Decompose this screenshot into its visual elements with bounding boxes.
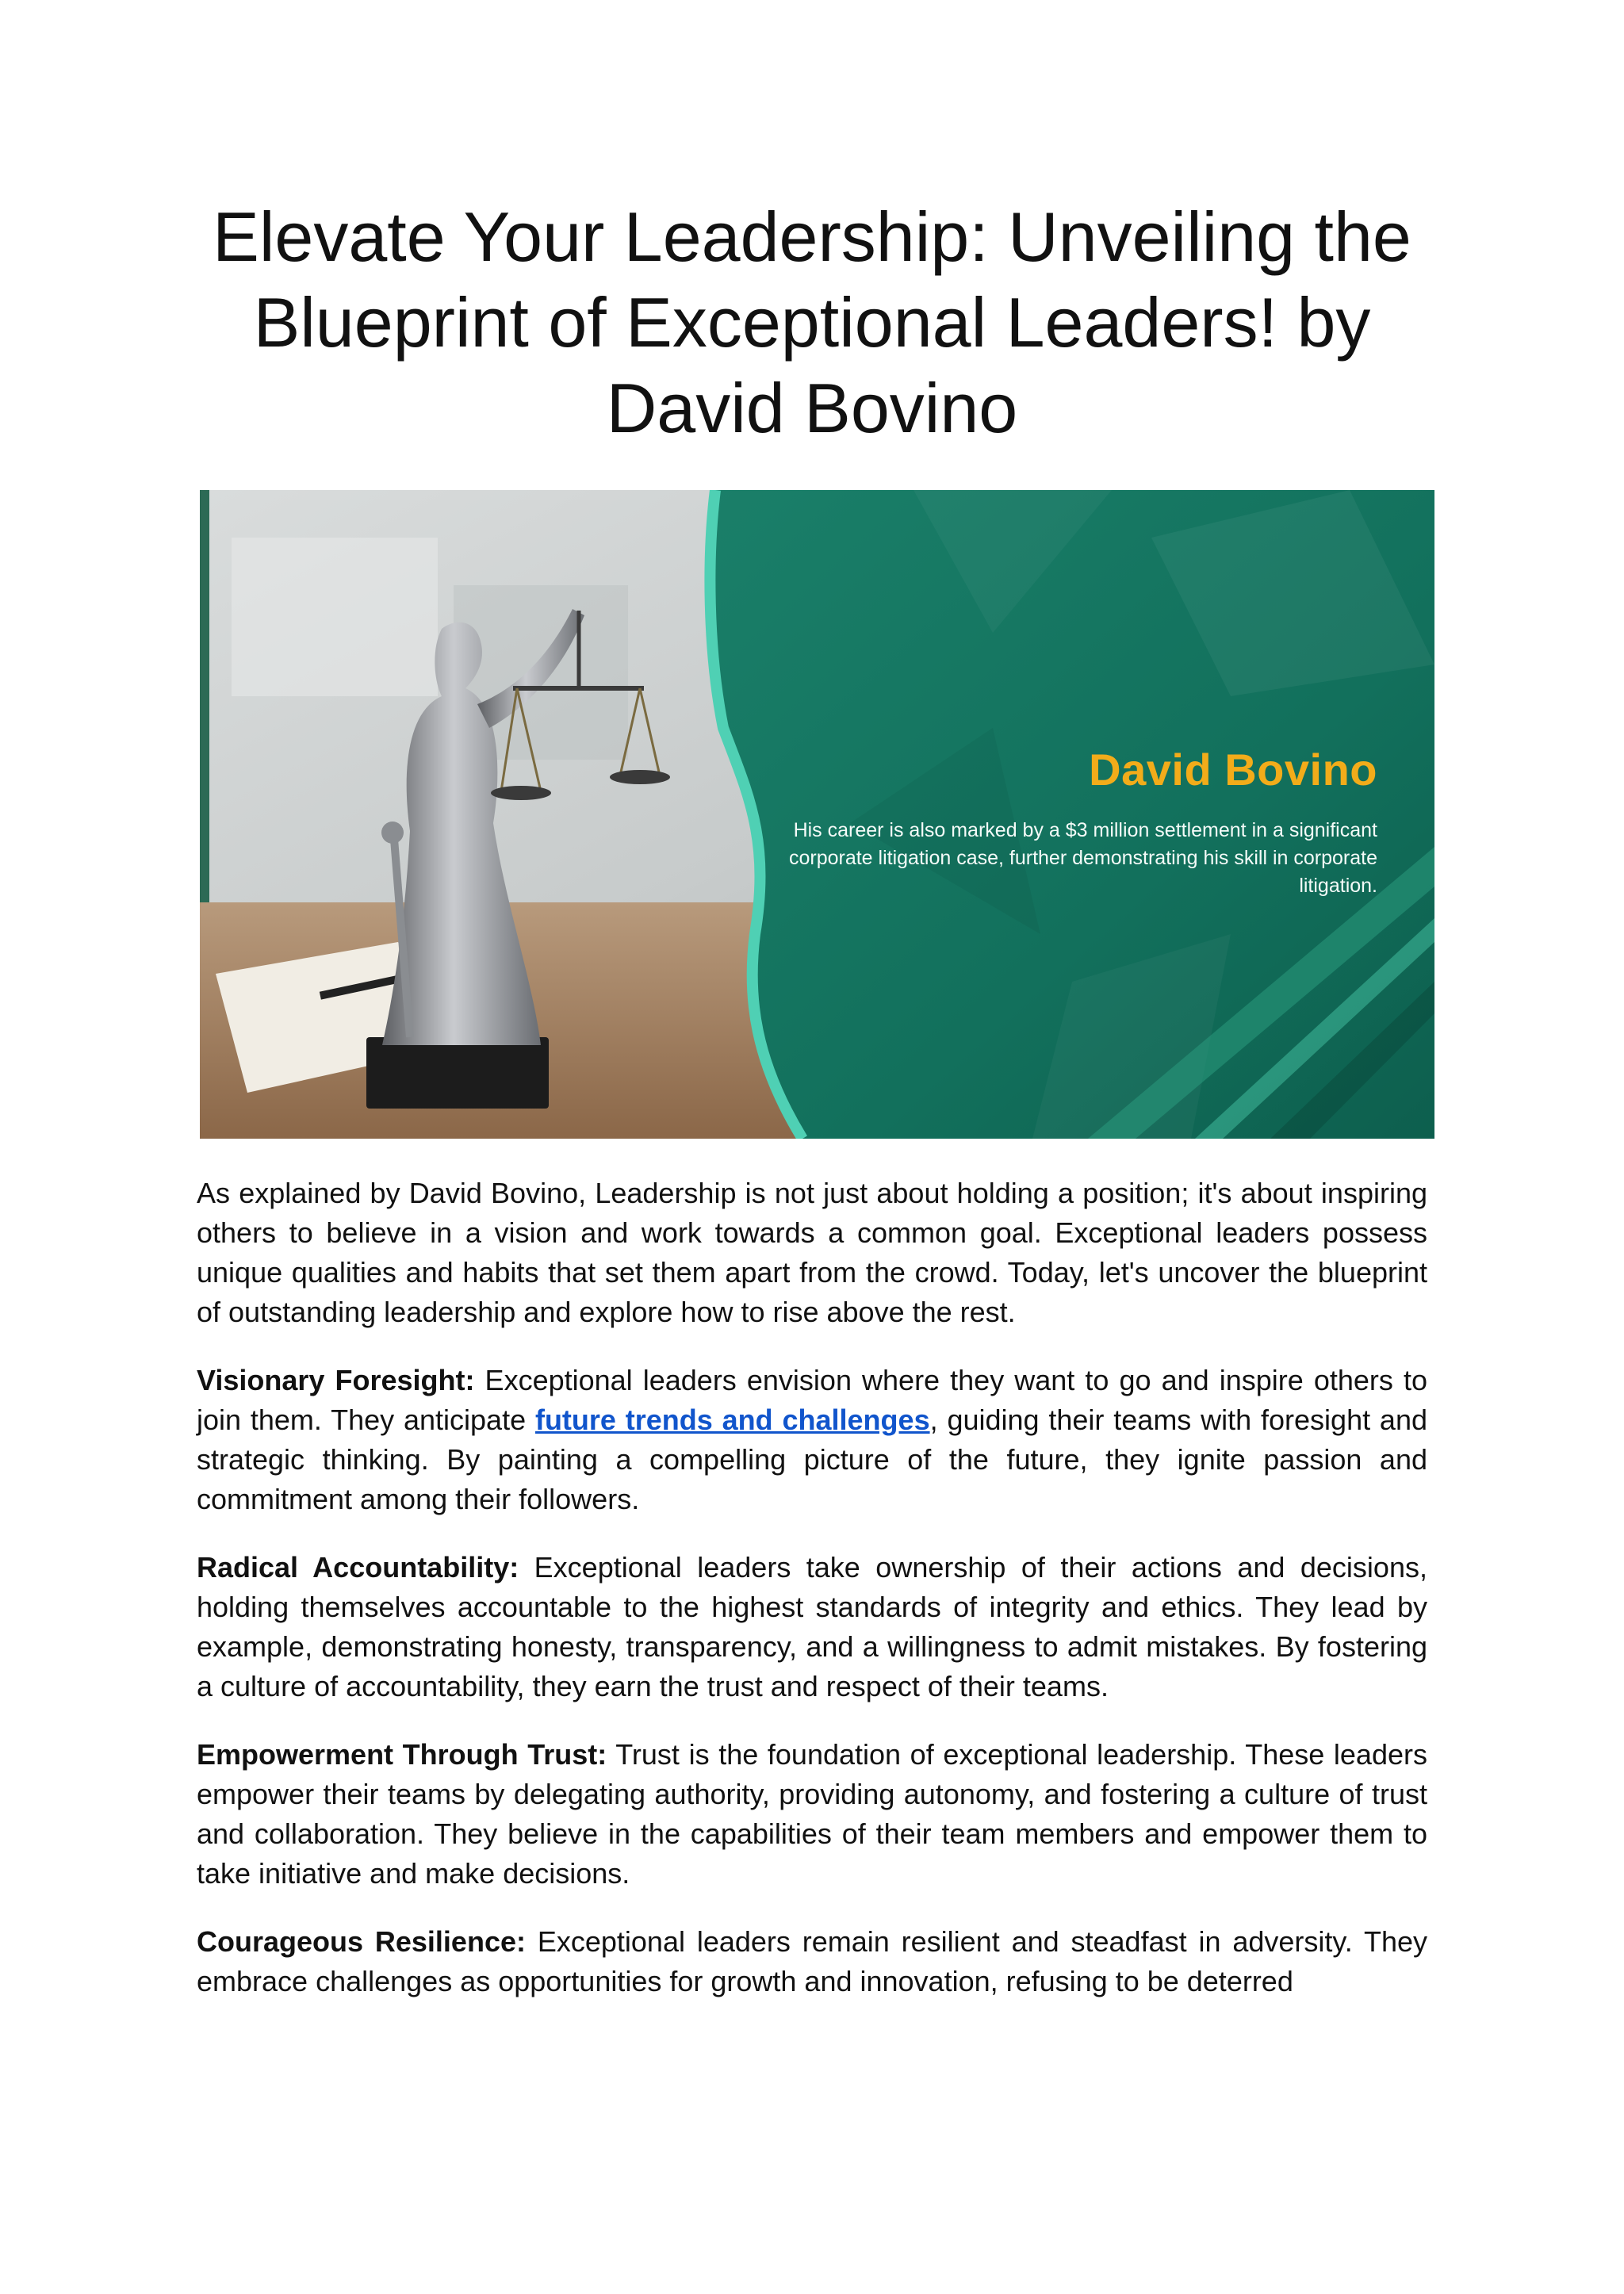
page-title: Elevate Your Leadership: Unveiling the Blueprint of Exceptional Leaders! by David Bovino — [213, 197, 1411, 447]
accountability-paragraph — [197, 1548, 1427, 1706]
intro-paragraph: As explained by David Bovino, Leadership is not just about holding a position; it's about inspiring others to believe in a vision and work towards a common goal. Exceptional leaders possess unique qualities and habits that set them apart from the crowd. Today, let's uncover the blueprint of outstanding leadership and explore how to rise above the rest. — [197, 1177, 1427, 1328]
banner-image — [200, 490, 1434, 1139]
visionary-heading: Visionary Foresight: — [197, 1364, 475, 1396]
banner-name: David Bovino — [1089, 745, 1377, 795]
resilience-text: Exceptional leaders remain resilient and steadfast in adversity. They embrace challenges as opportunities for growth and innovation, refusing to be deterred — [197, 1925, 1427, 1997]
empowerment-text: Trust is the foundation of exceptional leadership. These leaders empower their teams by delegating authority, providing autonomy, and fostering a culture of trust and collaboration. They believe in the capabilities of their team members and empower them to take initiative and make decisions. — [197, 1738, 1427, 1890]
accountability-heading: Radical Accountability: — [197, 1551, 519, 1584]
visionary-text-before: Exceptional leaders envision where they want to go and inspire others to join them. They anticipate — [197, 1364, 1427, 1436]
future-trends-link[interactable]: future trends and challenges — [534, 1404, 930, 1436]
visionary-paragraph — [197, 1361, 1427, 1519]
article-body — [197, 1174, 1427, 2030]
empowerment-heading: Empowerment Through Trust: — [197, 1738, 607, 1771]
banner-caption: His career is also marked by a $3 million settlement in a significant corporate litigation case, further demonstrating his skill in corporate litigation. — [788, 819, 1377, 897]
empowerment-paragraph — [197, 1735, 1427, 1894]
statue-of-justice-illustration — [200, 490, 1434, 1139]
resilience-heading: Courageous Resilience: — [197, 1925, 526, 1958]
resilience-paragraph — [197, 1922, 1427, 2001]
visionary-text-after: , guiding their teams with foresight and strategic thinking. By painting a compelling picture of the future, they ignite passion and commitment among their followers. — [197, 1404, 1427, 1515]
accountability-text: Exceptional leaders take ownership of their actions and decisions, holding themselves accountable to the highest standards of integrity and ethics. They lead by example, demonstrating honesty, transparency, and a willingness to admit mistakes. By fostering a culture of accountability, they earn the trust and respect of their teams. — [197, 1551, 1427, 1702]
